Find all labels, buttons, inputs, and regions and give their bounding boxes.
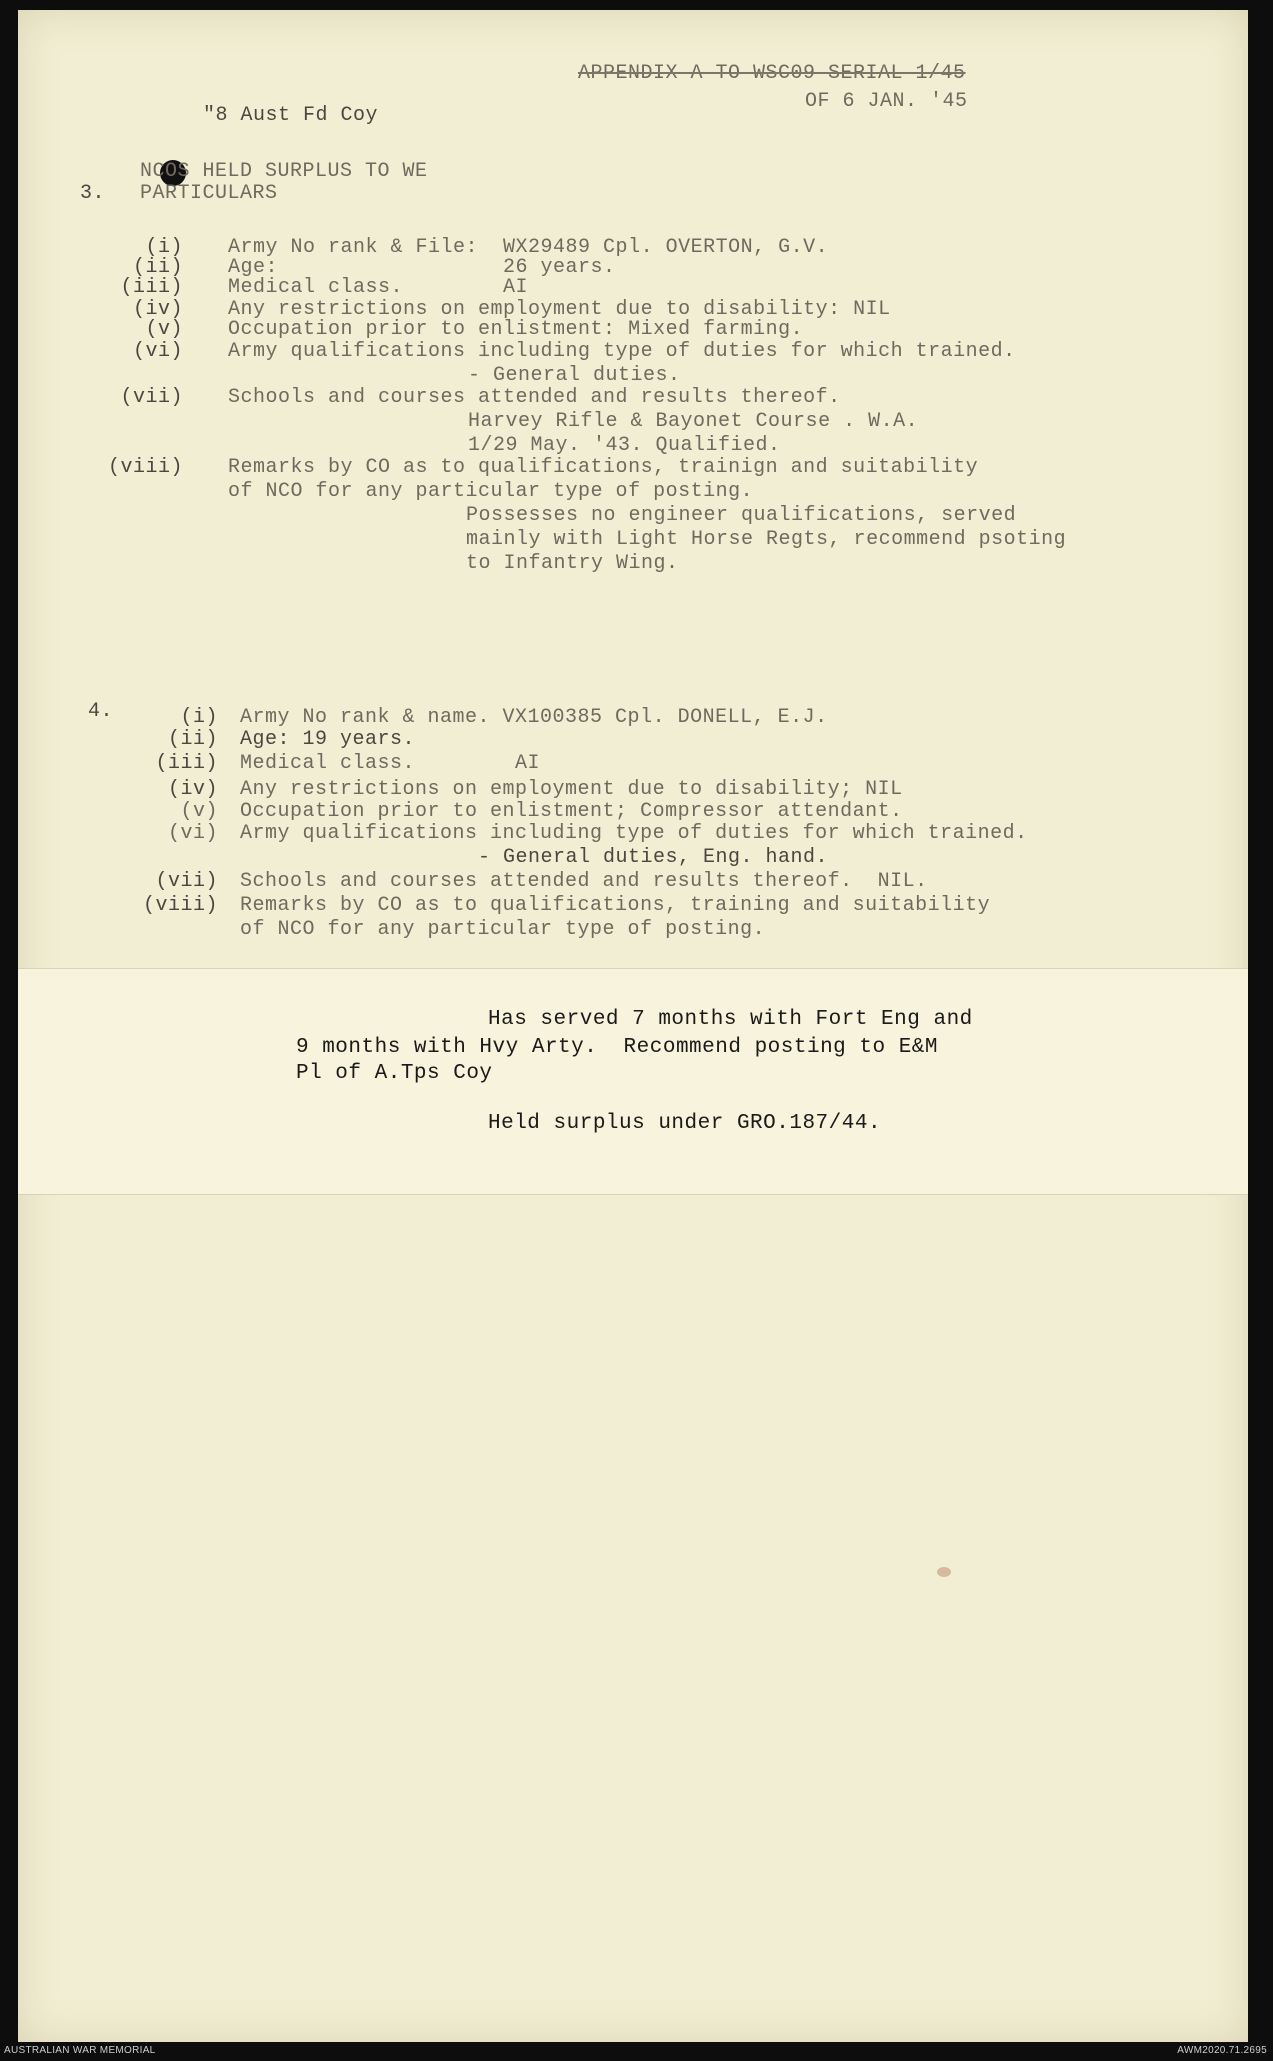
pasted-note-strip bbox=[18, 968, 1248, 1195]
entry-4-item-number: (iv) bbox=[167, 778, 218, 801]
entry-4-item-text: of NCO for any particular type of posting. bbox=[240, 918, 766, 941]
entry-3-item-text: Occupation prior to enlistment: Mixed farming. bbox=[228, 318, 804, 341]
entry-3-item-number: (vi) bbox=[132, 340, 183, 363]
note-line-1: Has served 7 months with Fort Eng and bbox=[488, 1008, 973, 1031]
reference-line-1: APPENDIX A TO WSC09 SERIAL 1/45 bbox=[578, 62, 966, 85]
entry-3-item-text: Harvey Rifle & Bayonet Course . W.A. bbox=[418, 410, 919, 433]
entry-3-item-text: Age: 26 years. bbox=[228, 256, 616, 279]
entry-3-item-text: Army qualifications including type of duties for which trained. bbox=[228, 340, 1016, 363]
entry-3-item-number: (ii) bbox=[132, 256, 183, 279]
entry-4-item-text: Occupation prior to enlistment; Compressor attendant. bbox=[240, 800, 903, 823]
reference-line-2: OF 6 JAN. '45 bbox=[805, 90, 968, 113]
note-line-4: Held surplus under GRO.187/44. bbox=[488, 1112, 882, 1135]
held-surplus-heading: NCOS HELD SURPLUS TO WE bbox=[140, 160, 428, 183]
entry-3-item-text: Army No rank & File: WX29489 Cpl. OVERTON, G.V. bbox=[228, 236, 829, 259]
entry-4-item-text: Remarks by CO as to qualifications, training and suitability bbox=[240, 894, 991, 917]
entry-3-item-text: Schools and courses attended and results thereof. bbox=[228, 386, 841, 409]
entry-4-item-number: (v) bbox=[180, 800, 218, 823]
entry-3-item-number: (iii) bbox=[120, 276, 183, 299]
entry-3-item-number: (iv) bbox=[132, 298, 183, 321]
entry-3-item-number: (vii) bbox=[120, 386, 183, 409]
entry-4-item-number: (i) bbox=[180, 706, 218, 729]
entry-4-item-text: Any restrictions on employment due to disability; NIL bbox=[240, 778, 903, 801]
archive-credit: AUSTRALIAN WAR MEMORIAL bbox=[4, 2045, 156, 2056]
entry-4-item-number: (viii) bbox=[142, 894, 218, 917]
entry-3-item-text: Any restrictions on employment due to disability: NIL bbox=[228, 298, 891, 321]
entry-4-item-number: (iii) bbox=[155, 752, 218, 775]
entry-4-item-text: Age: 19 years. bbox=[240, 728, 416, 751]
entry-3-item-text: to Infantry Wing. bbox=[466, 552, 679, 575]
entry-3-item-text: of NCO for any particular type of posting. bbox=[228, 480, 754, 503]
entry-4-item-text: Schools and courses attended and results thereof. NIL. bbox=[240, 870, 928, 893]
entry-3-item-text: Medical class. AI bbox=[228, 276, 529, 299]
unit-heading: "8 Aust Fd Coy bbox=[203, 104, 379, 127]
entry-3-item-text: Possesses no engineer qualifications, served bbox=[466, 504, 1017, 527]
entry-4-item-text: Army qualifications including type of duties for which trained. bbox=[240, 822, 1028, 845]
particulars-heading: PARTICULARS bbox=[140, 182, 278, 205]
entry-4-item-text: - General duties, Eng. hand. bbox=[428, 846, 829, 869]
entry-4-item-number: (ii) bbox=[167, 728, 218, 751]
entry-3-item-text: mainly with Light Horse Regts, recommend psoting bbox=[466, 528, 1067, 551]
note-line-2: 9 months with Hvy Arty. Recommend posting to E&M bbox=[296, 1036, 939, 1059]
archive-reference: AWM2020.71.2695 bbox=[1177, 2045, 1267, 2056]
entry-4-item-text: Medical class. AI bbox=[240, 752, 541, 775]
entry-4-item-number: (vi) bbox=[167, 822, 218, 845]
entry-3-item-number: (viii) bbox=[107, 456, 183, 479]
entry-3-item-number: (v) bbox=[145, 318, 183, 341]
note-line-3: Pl of A.Tps Coy bbox=[296, 1062, 493, 1085]
entry-4-item-text: Army No rank & name. VX100385 Cpl. DONELL, E.J. bbox=[240, 706, 828, 729]
entry-3-item-text: - General duties. bbox=[418, 364, 681, 387]
entry-3-number: 3. bbox=[80, 182, 106, 205]
paper-stain bbox=[937, 1567, 951, 1577]
entry-3-item-text: 1/29 May. '43. Qualified. bbox=[418, 434, 781, 457]
entry-3-item-number: (i) bbox=[145, 236, 183, 259]
entry-4-number: 4. bbox=[88, 700, 114, 723]
entry-4-item-number: (vii) bbox=[155, 870, 218, 893]
entry-3-item-text: Remarks by CO as to qualifications, trainign and suitability bbox=[228, 456, 979, 479]
